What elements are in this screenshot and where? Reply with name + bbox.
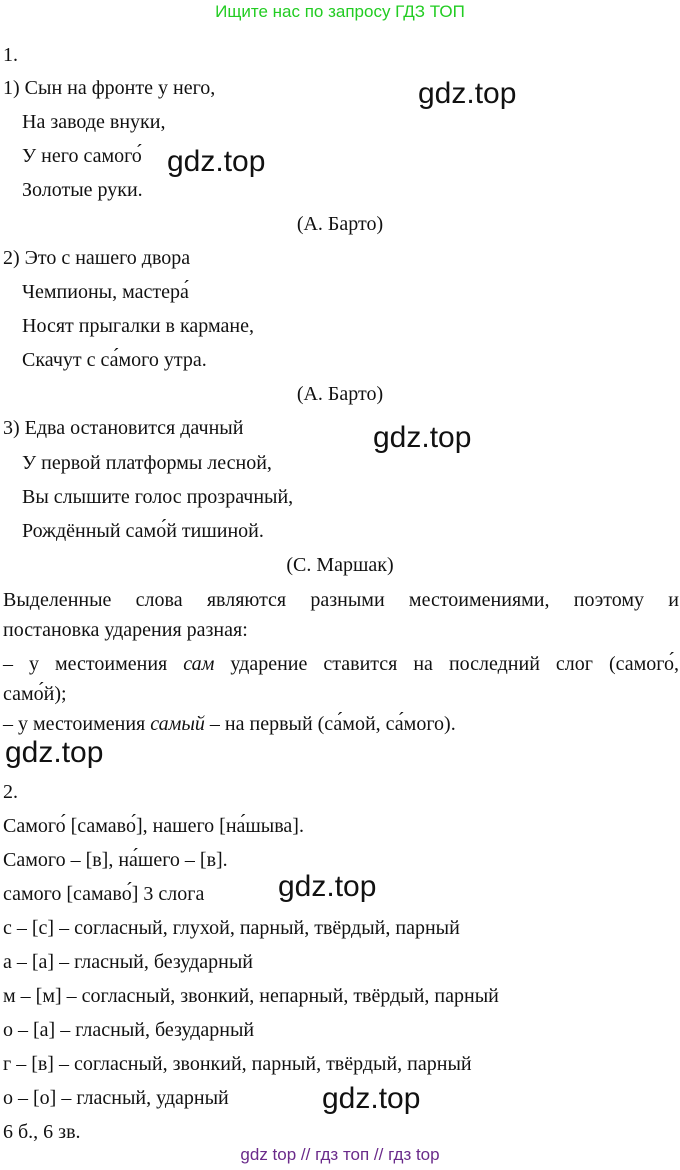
explanation-line-2: постановка ударения разная:	[3, 619, 248, 641]
watermark: gdz.top	[5, 736, 104, 769]
bullet-1-rest: ударение ставится на последний слог (самого́,	[214, 653, 680, 675]
poem-1-line-3: У него самого́	[22, 145, 142, 167]
poem-2-line-2: Чемпионы, мастера́	[22, 281, 189, 303]
task-2-line-2: Самого – [в], на́шего – [в].	[3, 849, 228, 871]
watermark: gdz.top	[167, 145, 266, 178]
task-2-line-8: г – [в] – согласный, звонкий, парный, твёрдый, парный	[3, 1053, 472, 1075]
task-2-line-5: а – [а] – гласный, безударный	[3, 951, 253, 973]
bullet-2-prefix: – у местоимения	[3, 713, 151, 735]
pronoun-samyi: самый	[150, 713, 205, 735]
poem-3-author: (С. Маршак)	[286, 554, 394, 576]
task-2-line-4: с – [с] – согласный, глухой, парный, твёрдый, парный	[3, 917, 460, 939]
task-1-number: 1.	[3, 44, 18, 66]
watermark: gdz.top	[373, 421, 472, 454]
poem-3-line-2: У первой платформы лесной,	[22, 452, 272, 474]
poem-1-line-2: На заводе внуки,	[22, 111, 166, 133]
task-2-line-3: самого [самаво́] 3 слога	[3, 883, 205, 905]
poem-1-line-4: Золотые руки.	[22, 179, 143, 201]
poem-1-author: (А. Барто)	[296, 213, 384, 235]
task-2-line-10: 6 б., 6 зв.	[3, 1121, 81, 1143]
poem-2-line-4: Скачут с са́мого утра.	[22, 349, 207, 371]
explanation-bullet-2	[3, 712, 456, 736]
poem-2-author: (А. Барто)	[296, 383, 384, 405]
task-2-number: 2.	[3, 781, 18, 803]
poem-2-line-1: 2) Это с нашего двора	[3, 247, 191, 269]
explanation-line-1: Выделенные слова являются разными местоимениями, поэтому и	[3, 589, 679, 611]
bullet-2-rest: – на первый (са́мой, са́мого).	[204, 713, 456, 735]
task-2-line-9: о – [о] – гласный, ударный	[3, 1087, 229, 1109]
watermark: gdz.top	[322, 1082, 421, 1115]
bullet-1-prefix: – у местоимения	[3, 653, 184, 675]
top-banner[interactable]: Ищите нас по запросу ГДЗ ТОП	[215, 2, 465, 21]
task-2-line-1: Самого́ [самаво́], нашего [на́шыва].	[3, 815, 304, 837]
explanation-bullet-1	[3, 652, 679, 676]
watermark: gdz.top	[418, 77, 517, 110]
poem-1-line-1: 1) Сын на фронте у него,	[3, 77, 216, 99]
watermark: gdz.top	[278, 870, 377, 903]
footer-links[interactable]: gdz top // гдз топ // гдз top	[240, 1145, 440, 1164]
task-2-line-6: м – [м] – согласный, звонкий, непарный, твёрдый, парный	[3, 985, 499, 1007]
task-2-line-7: о – [а] – гласный, безударный	[3, 1019, 255, 1041]
explanation-bullet-1-continued: само́й);	[3, 683, 67, 705]
poem-3-line-3: Вы слышите голос прозрачный,	[22, 486, 294, 508]
poem-3-line-1: 3) Едва остановится дачный	[3, 417, 244, 439]
poem-3-line-4: Рождённый само́й тишиной.	[22, 520, 264, 542]
pronoun-sam: сам	[183, 653, 215, 675]
poem-2-line-3: Носят прыгалки в кармане,	[22, 315, 254, 337]
